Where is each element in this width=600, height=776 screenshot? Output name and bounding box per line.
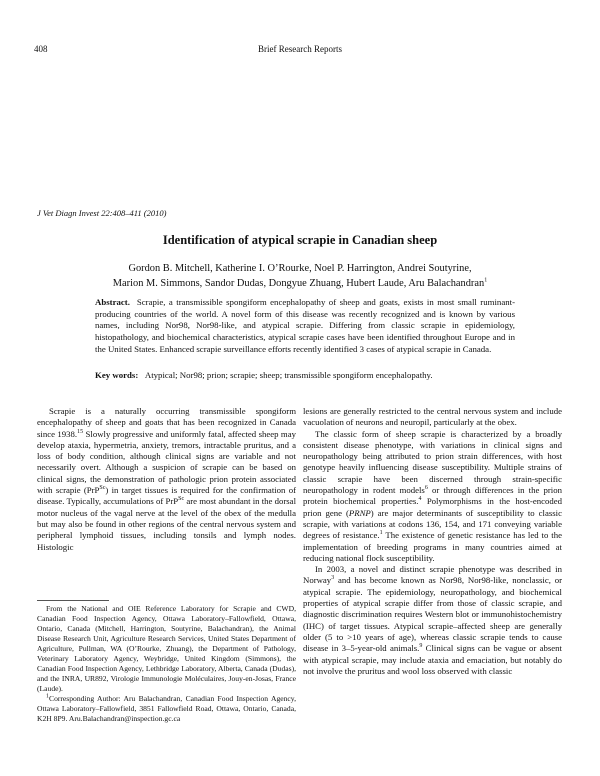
article-title: Identification of atypical scrapie in Canadian sheep: [162, 233, 438, 247]
body-column-right: [303, 406, 562, 677]
corresponding-author-footnote: $^1$Corresponding Author: Aru Balachandran, Canadian Food Inspection Agency, Ottawa Laboratory–Fallowfield, 3851 Fallowfield Road, Ottawa, Ontario, Canada, K2H 8P9. Aru.Balachandran@inspection.gc.ca: [37, 693, 296, 723]
author-line-2-text: Marion M. Simmons, Sandor Dudas, Dongyue Zhuang, Hubert Laude, Aru Balachandran: [112, 278, 485, 289]
body-paragraph: lesions are generally restricted to the central nervous system and include vacuolation of neurons and neuropil, particularly at the obex.: [303, 406, 562, 428]
abstract: [95, 297, 515, 356]
body-paragraph: The classic form of sheep scrapie is characterized by a broadly consistent disease phenotype, with variations in clinical signs and neuropathology being attributed to prion strain differences, with host genotype heavily influencing disease susceptibility. Multiple strains of classic scrapie have been discerned through strain-specific neuropathology in rodent models$^6$ or through differences in the prion protein biochemical properties.$^4$ Polymorphisms in the host-encoded prion gene (PRNP) are major determinants of susceptibility to classic scrapie, with variations at codons 136, 154, and 171 conveying variable degrees of resistance.$^1$ The existence of genetic resistance has led to the implementation of breeding programs in many countries aimed at reducing national flock susceptibility.: [303, 428, 562, 563]
affiliation-footnote: From the National and OIE Reference Laboratory for Scrapie and CWD, Canadian Food Inspection Agency, Ottawa Laboratory–Fallowfield, Ottawa, Ontario, Canada (Mitchell, Harrington, Soutyrine, Balachandran), the Animal Disease Research Unit, Agriculture Research Services, United States Department of Agriculture, Pullman, WA (O’Rourke, Zhuang), the Department of Pathology, Veterinary Laboratory Agency, Weybridge, United Kingdom (Simmons), the Canadian Food Inspection Agency, Lethbridge Laboratory, Alberta, Canada (Dudas), and the INRA, UR892, Virologie Immunologie Moléculaires, Jouy-en-Josas, France (Laude).: [37, 604, 296, 693]
body-paragraph: In 2003, a novel and distinct scrapie phenotype was described in Norway$^3$ and has become known as Nor98, Nor98-like, nonclassic, or atypical scrapie. The epidemiology, neuropathology, and biochemical properties of atypical scrapie differ from those of classic scrapie, and diagnostic discrimination requires Western blot or immunohistochemistry (IHC) of target tissues. Atypical scrapie–affected sheep are generally older (5 to >10 years of age), whereas classic scrapie tends to cause disease in 3–5-year-old animals.$^9$ Clinical signs can be vague or absent with atypical scrapie, may include ataxia and emaciation, but notably do not involve the pruritus and wool loss observed with classic: [303, 564, 562, 676]
author-list: [60, 261, 540, 291]
footnote-divider: [37, 600, 109, 601]
body-paragraph: Scrapie is a naturally occurring transmissible spongiform encephalopathy of sheep and goats that has been recognized in Canada since 1938.15 Slowly progressive and uniformly fatal, affected sheep may develop ataxia, hypermetria, anxiety, tremors, intractable pruritus, and a loss of body condition, although clinical signs are variable and not necessarily overt. Although a suspicion of scrapie can be based on clinical signs, the demonstration of pathologic prion protein associated with scrapie (PrP$^{Sc}$) in target tissues is required for the confirmation of disease. Typically, accumulations of PrP$^{Sc}$ are most abundant in the dorsal motor nucleus of the vagal nerve at the level of the obex of the medulla but may also be found in other regions of the central nervous system and peripheral lymphoid tissues, including tonsils and lymph nodes. Histologic: [37, 406, 296, 552]
author-footnote-mark: 1: [484, 277, 488, 284]
keywords-label: Key words:: [95, 370, 139, 380]
footnotes: [37, 604, 296, 724]
page-number: 408: [34, 44, 48, 54]
keywords: [95, 370, 515, 381]
journal-citation: J Vet Diagn Invest 22:408–411 (2010): [37, 208, 167, 218]
author-line-2: [60, 276, 540, 291]
keywords-text: Atypical; Nor98; prion; scrapie; sheep; transmissible spongiform encephalopathy.: [144, 370, 433, 380]
author-line-1: Gordon B. Mitchell, Katherine I. O’Rourke, Noel P. Harrington, Andrei Soutyrine,: [128, 263, 472, 274]
body-column-left: [37, 406, 296, 553]
abstract-label: Abstract.: [95, 297, 130, 307]
running-head: Brief Research Reports: [258, 44, 342, 54]
abstract-text: Scrapie, a transmissible spongiform encephalopathy of sheep and goats, exists in most small ruminant-producing countries of the world. A novel form of this disease was recently recognized and is known by various names, including Nor98, Nor98-like, and atypical scrapie. Differing from classic scrapie in epidemiology, histopathology, and biochemical characteristics, atypical scrapie cases have been identified throughout Europe and in the United States. Enhanced scrapie surveillance efforts recently identified 3 cases of atypical scrapie in Canada.: [95, 297, 515, 354]
